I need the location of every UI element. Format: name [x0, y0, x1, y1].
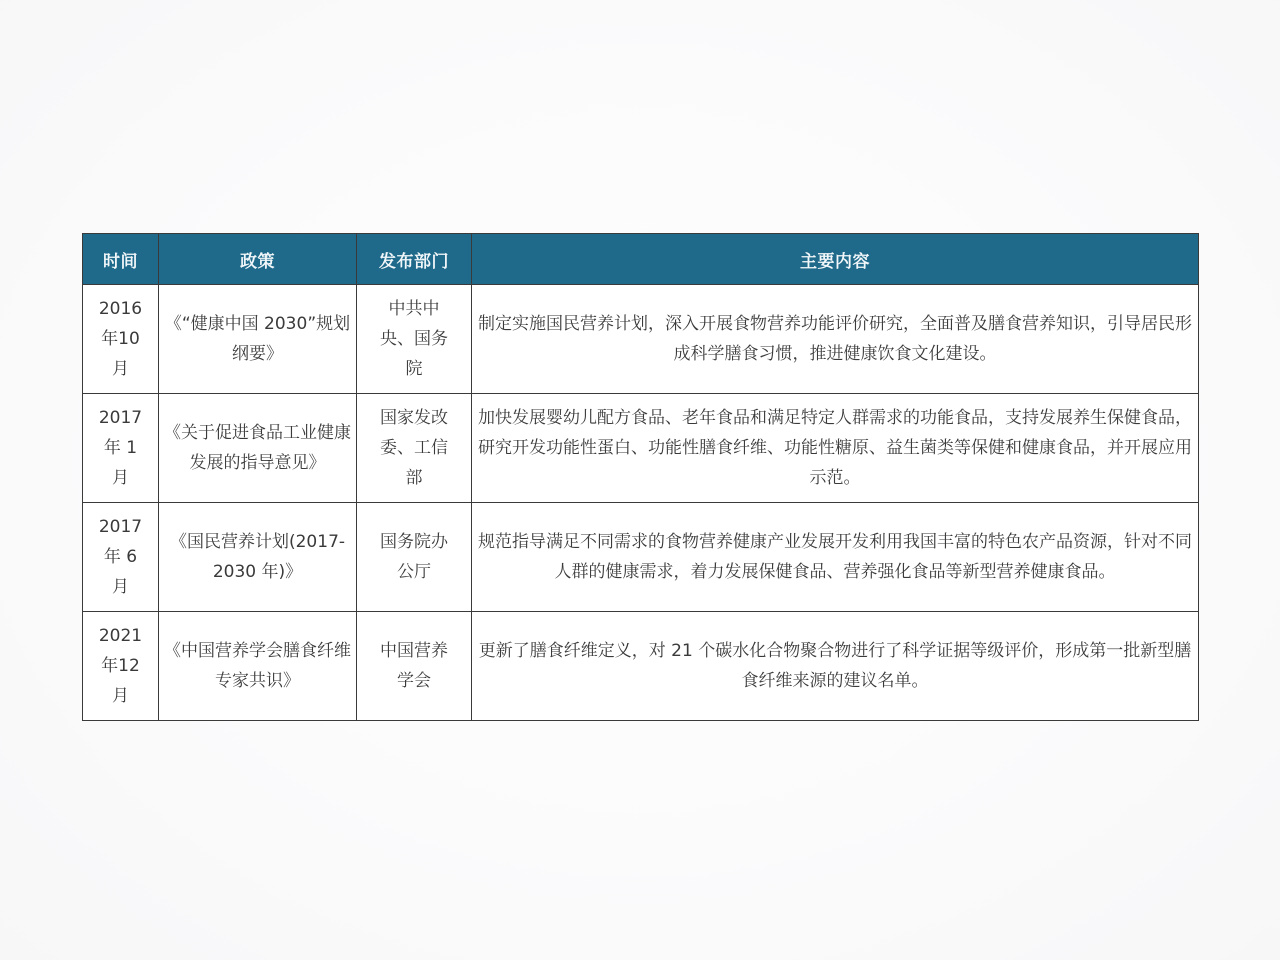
time-text: 2017年 1 月 — [98, 408, 143, 488]
cell-time — [83, 503, 159, 612]
cell-policy — [159, 394, 357, 503]
cell-policy — [159, 503, 357, 612]
cell-content — [472, 503, 1199, 612]
content-text: 制定实施国民营养计划，深入开展食物营养功能评价研究，全面普及膳食营养知识，引导居民形成科学膳食习惯，推进健康饮食文化建设。 — [478, 314, 1192, 364]
time-text: 2017年 6 月 — [98, 517, 143, 597]
content-text: 更新了膳食纤维定义，对 21 个碳水化合物聚合物进行了科学证据等级评价，形成第一批新型膳食纤维来源的建议名单。 — [478, 641, 1192, 691]
policy-table — [82, 233, 1199, 721]
cell-department — [357, 612, 472, 721]
column-header-department: 发布部门 — [357, 234, 472, 285]
table-header-row — [83, 234, 1199, 285]
time-text: 2016年10月 — [98, 299, 143, 379]
column-header-content: 主要内容 — [472, 234, 1199, 285]
department-text: 中共中央、国务院 — [380, 299, 448, 379]
table-row — [83, 285, 1199, 394]
content-text: 规范指导满足不同需求的食物营养健康产业发展开发利用我国丰富的特色农产品资源，针对不同人群的健康需求，着力发展保健食品、营养强化食品等新型营养健康食品。 — [478, 532, 1192, 582]
cell-department — [357, 394, 472, 503]
department-text: 国务院办公厅 — [380, 532, 448, 582]
cell-time — [83, 394, 159, 503]
cell-content — [472, 285, 1199, 394]
department-text: 国家发改委、工信部 — [380, 408, 448, 488]
table-row — [83, 394, 1199, 503]
cell-content — [472, 394, 1199, 503]
cell-policy — [159, 612, 357, 721]
cell-content — [472, 612, 1199, 721]
time-text: 2021年12月 — [98, 626, 143, 706]
department-text: 中国营养学会 — [380, 641, 448, 691]
table-row — [83, 612, 1199, 721]
cell-policy — [159, 285, 357, 394]
policy-text: 《国民营养计划(2017-2030 年)》 — [169, 532, 346, 582]
policy-text: 《中国营养学会膳食纤维专家共识》 — [164, 641, 351, 691]
column-header-policy: 政策 — [159, 234, 357, 285]
cell-time — [83, 612, 159, 721]
cell-department — [357, 285, 472, 394]
column-header-time: 时间 — [83, 234, 159, 285]
policy-text: 《“健康中国 2030”规划纲要》 — [164, 314, 351, 364]
cell-time — [83, 285, 159, 394]
content-text: 加快发展婴幼儿配方食品、老年食品和满足特定人群需求的功能食品，支持发展养生保健食品，研究开发功能性蛋白、功能性膳食纤维、功能性糖原、益生菌类等保健和健康食品，并开展应用示范。 — [478, 408, 1192, 488]
policy-text: 《关于促进食品工业健康发展的指导意见》 — [164, 423, 351, 473]
table-row — [83, 503, 1199, 612]
cell-department — [357, 503, 472, 612]
